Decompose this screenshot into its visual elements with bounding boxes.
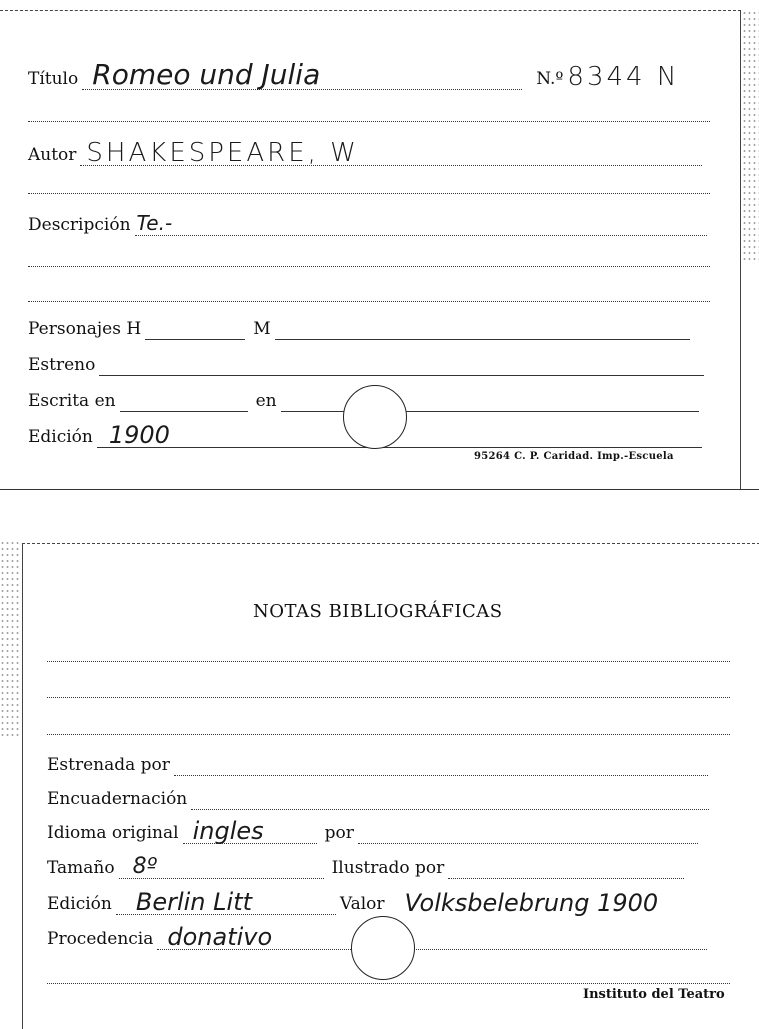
tamano-value: 8º	[132, 854, 157, 879]
notas-bottom-line	[47, 983, 730, 984]
idioma-por-field	[358, 825, 698, 844]
estreno-row	[28, 355, 718, 376]
titulo-extra-line	[28, 121, 710, 122]
ilustrado-label: Ilustrado por	[331, 858, 445, 878]
descripcion-field	[135, 211, 707, 236]
personajes-row	[28, 319, 718, 340]
personajes-h-field	[145, 321, 245, 340]
autor-field	[80, 138, 702, 168]
tamano-row	[47, 854, 737, 879]
valor-field	[389, 889, 719, 917]
tamano-field	[119, 854, 324, 879]
catalog-card-front	[0, 10, 741, 489]
encuadernacion-field	[191, 791, 709, 810]
valor-label: Valor	[339, 894, 385, 914]
punch-hole	[343, 385, 407, 449]
edicion-label: Edición	[28, 427, 93, 447]
autor-extra-line	[28, 193, 710, 194]
descripcion-label: Descripción	[28, 215, 131, 235]
estrenada-label: Estrenada por	[47, 755, 170, 775]
procedencia-field	[157, 923, 707, 951]
descripcion-value: Te.-	[136, 211, 173, 235]
notas-line-3	[47, 734, 730, 735]
titulo-row	[28, 58, 718, 92]
procedencia-value: donativo	[167, 923, 273, 951]
idioma-value: ingles	[192, 817, 264, 845]
autor-label: Autor	[28, 145, 77, 165]
estreno-label: Estreno	[28, 355, 96, 375]
numero-value: 8344 N	[567, 62, 680, 92]
escrita-label: Escrita en	[28, 391, 116, 411]
notas-line-2	[47, 697, 730, 698]
personajes-label: Personajes H	[28, 319, 142, 339]
printer-imprint: 95264 C. P. Caridad. Imp.-Escuela	[474, 451, 674, 462]
card-edge-texture	[0, 540, 20, 740]
edicion-back-row	[47, 888, 737, 917]
edicion-back-value: Berlin Litt	[135, 888, 253, 916]
catalog-card-back	[22, 543, 759, 1029]
idioma-label: Idioma original	[47, 823, 179, 843]
notas-heading: NOTAS BIBLIOGRÁFICAS	[253, 601, 503, 622]
ilustrado-field	[448, 860, 684, 879]
autor-row	[28, 138, 718, 168]
punch-hole	[351, 916, 415, 980]
numero-label: N.º	[536, 69, 564, 89]
valor-value: Volksbelebrung 1900	[404, 889, 659, 917]
escrita-en-label: en	[255, 391, 277, 411]
descripcion-row	[28, 211, 718, 236]
numero-field	[567, 62, 680, 92]
encuadernacion-row	[47, 789, 737, 810]
edicion-back-field	[116, 888, 336, 916]
notas-line-1	[47, 661, 730, 662]
idioma-por-label: por	[324, 823, 354, 843]
tamano-label: Tamaño	[47, 858, 115, 878]
descripcion-extra-line-1	[28, 266, 710, 267]
edicion-value: 1900	[108, 421, 170, 449]
titulo-value: Romeo und Julia	[92, 58, 321, 91]
idioma-field	[183, 817, 317, 845]
titulo-label: Título	[28, 69, 79, 89]
descripcion-extra-line-2	[28, 301, 710, 302]
titulo-field	[82, 58, 522, 91]
idioma-row	[47, 817, 737, 845]
encuadernacion-label: Encuadernación	[47, 789, 188, 809]
edicion-back-label: Edición	[47, 894, 112, 914]
card-edge-texture	[742, 10, 759, 260]
estrenada-field	[174, 757, 708, 776]
estreno-field	[99, 357, 704, 376]
personajes-m-field	[275, 321, 690, 340]
card-edge	[0, 489, 759, 490]
procedencia-label: Procedencia	[47, 929, 154, 949]
escrita-field	[120, 393, 248, 412]
personajes-m-label: M	[253, 319, 271, 339]
estrenada-row	[47, 755, 737, 776]
autor-value: SHAKESPEARE, W	[86, 138, 359, 168]
institution-footer: Instituto del Teatro	[583, 987, 725, 1002]
